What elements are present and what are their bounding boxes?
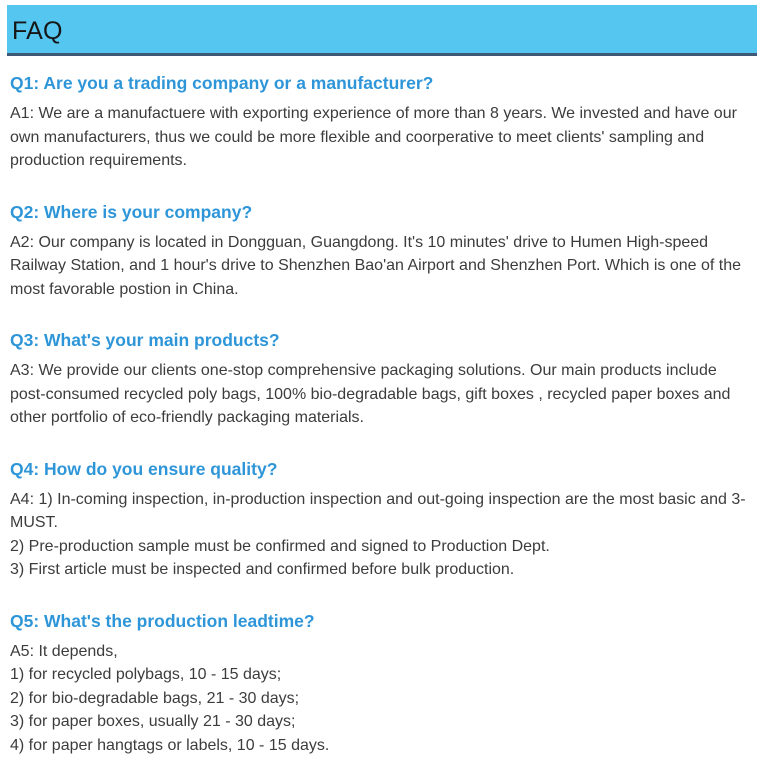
- faq-question: Q1: Are you a trading company or a manufacturer?: [10, 74, 754, 93]
- faq-answer-line: A2: Our company is located in Dongguan, Guangdong. It's 10 minutes' drive to Humen High-speed Railway Station, and 1 hour's drive to Shenzhen Bao'an Airport and Shenzhen Port. Which is one of the most favorable postion in China.: [10, 231, 754, 302]
- faq-section-5: [10, 612, 754, 757]
- faq-section-1: [10, 74, 754, 173]
- faq-section-3: [10, 331, 754, 430]
- faq-question: Q2: Where is your company?: [10, 203, 754, 222]
- faq-answer-line: A4: 1) In-coming inspection, in-production inspection and out-going inspection are the most basic and 3-MUST.: [10, 488, 754, 535]
- faq-answer-line: 3) for paper boxes, usually 21 - 30 days;: [10, 710, 754, 734]
- faq-header-banner: [7, 5, 757, 56]
- faq-question: Q4: How do you ensure quality?: [10, 460, 754, 479]
- faq-answer-line: 4) for paper hangtags or labels, 10 - 15 days.: [10, 734, 754, 757]
- faq-answer-line: A5: It depends,: [10, 640, 754, 664]
- faq-question: Q5: What's the production leadtime?: [10, 612, 754, 631]
- faq-answer-line: 1) for recycled polybags, 10 - 15 days;: [10, 663, 754, 687]
- faq-content: [7, 74, 757, 757]
- page-title: FAQ: [12, 17, 63, 45]
- faq-answer-line: 2) Pre-production sample must be confirmed and signed to Production Dept.: [10, 535, 754, 559]
- faq-answer-line: A1: We are a manufactuere with exporting experience of more than 8 years. We invested and have our own manufacturers, thus we could be more flexible and coorperative to meet clients' sampling and production requirements.: [10, 102, 754, 173]
- faq-answer-line: 3) First article must be inspected and confirmed before bulk production.: [10, 558, 754, 582]
- faq-answer-line: 2) for bio-degradable bags, 21 - 30 days;: [10, 687, 754, 711]
- faq-question: Q3: What's your main products?: [10, 331, 754, 350]
- faq-section-2: [10, 203, 754, 302]
- faq-answer-line: A3: We provide our clients one-stop comprehensive packaging solutions. Our main products include post-consumed recycled poly bags, 100% bio-degradable bags, gift boxes , recycled paper boxes and other portfolio of eco-friendly packaging materials.: [10, 359, 754, 430]
- faq-section-4: [10, 460, 754, 582]
